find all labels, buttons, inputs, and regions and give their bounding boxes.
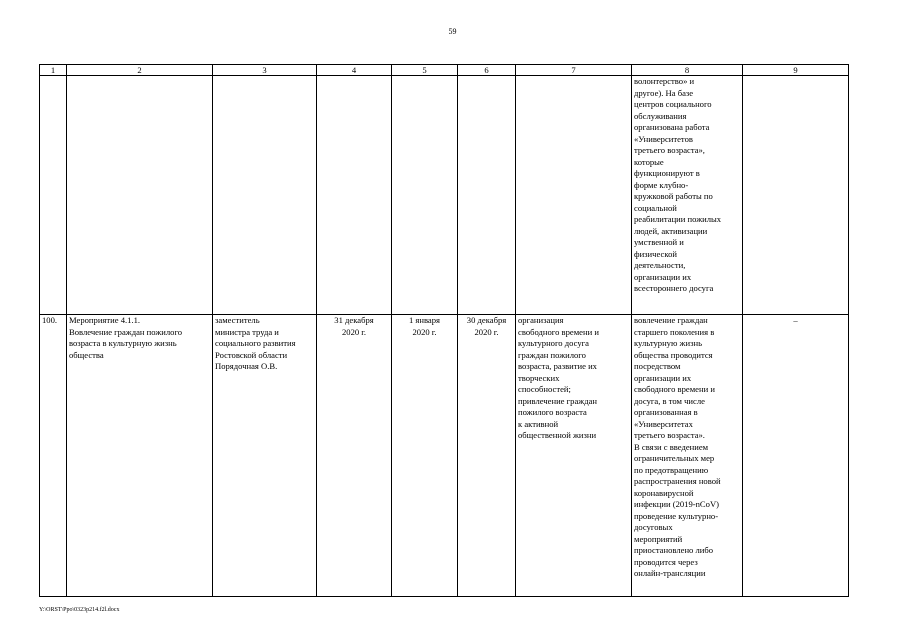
text-line: организации их bbox=[634, 271, 692, 282]
text-line: привлечение граждан bbox=[518, 395, 597, 406]
text-line: 2020 г. bbox=[474, 326, 499, 337]
text-line: свободного времени и bbox=[634, 384, 715, 394]
text-line: реабилитации пожилых bbox=[634, 214, 722, 224]
text-line: волонтерство» и bbox=[634, 76, 695, 86]
text-line: культурную жизнь bbox=[634, 338, 703, 348]
text-line: социальной bbox=[634, 202, 677, 213]
header-col-4: 4 bbox=[317, 65, 392, 76]
header-col-2: 2 bbox=[67, 65, 213, 76]
expected-result-cell bbox=[516, 315, 632, 597]
text-line: «Университетов bbox=[634, 133, 693, 144]
continued-row bbox=[40, 76, 849, 315]
cont-cell-5 bbox=[392, 76, 458, 315]
cont-cell-7 bbox=[516, 76, 632, 315]
text-line: «Университетах bbox=[634, 418, 693, 429]
header-col-6: 6 bbox=[458, 65, 516, 76]
page-number: 59 bbox=[448, 27, 457, 36]
text-line: 2020 г. bbox=[341, 326, 367, 337]
text-line: посредством bbox=[634, 361, 681, 371]
text-line: коронавирусной bbox=[634, 487, 694, 498]
table-header-row bbox=[40, 65, 849, 76]
header-col-7: 7 bbox=[516, 65, 632, 76]
text-line: кружковой работы по bbox=[634, 191, 713, 201]
text-line: функционируют в bbox=[634, 168, 700, 178]
text-line: творческих bbox=[518, 372, 560, 383]
cont-cell-1 bbox=[40, 76, 67, 315]
row-number: 100. bbox=[40, 315, 67, 597]
text-line: распространения новой bbox=[634, 476, 721, 486]
text-line: организации их bbox=[634, 372, 692, 383]
cont-cell-3 bbox=[213, 76, 317, 315]
text-line: возраста в культурную жизнь bbox=[69, 338, 177, 348]
text-line: Мероприятие 4.1.1. bbox=[69, 315, 141, 325]
text-line: онлайн-трансляции bbox=[634, 568, 706, 578]
text-line: Вовлечение граждан пожилого bbox=[69, 326, 183, 337]
cont-cell-9 bbox=[743, 76, 849, 315]
text-line: проводится через bbox=[634, 556, 698, 567]
planned-date-cell bbox=[317, 315, 392, 597]
cont-cell-2 bbox=[67, 76, 213, 315]
end-date-cell bbox=[458, 315, 516, 597]
header-col-9: 9 bbox=[743, 65, 849, 76]
text-line: пожилого возраста bbox=[518, 407, 587, 417]
text-line: общественной жизни bbox=[518, 430, 597, 440]
cont-result-cell bbox=[632, 76, 743, 315]
text-line: свободного времени и bbox=[518, 326, 599, 337]
file-path-footer: Y:\ORST\Ppo\0323p214.f2l.docx bbox=[39, 607, 120, 613]
text-line: досуга, в том числе bbox=[634, 395, 705, 406]
text-line: другое). На базе bbox=[634, 87, 694, 98]
text-line: обслуживания bbox=[634, 110, 687, 121]
text-line: организована работа bbox=[634, 122, 710, 132]
text-line: инфекции (2019-nCoV) bbox=[634, 499, 720, 509]
cont-cell-4 bbox=[317, 76, 392, 315]
text-line: досуговых bbox=[634, 522, 673, 532]
text-line: граждан пожилого bbox=[518, 349, 586, 360]
header-col-8: 8 bbox=[632, 65, 743, 76]
header-col-5: 5 bbox=[392, 65, 458, 76]
text-line: ограничительных мер bbox=[634, 453, 715, 463]
header-col-3: 3 bbox=[213, 65, 317, 76]
text-line: Порядочная О.В. bbox=[215, 361, 278, 371]
text-line: 31 декабря bbox=[334, 315, 374, 325]
notes-cell: – bbox=[743, 315, 849, 597]
text-line: министра труда и bbox=[215, 326, 279, 337]
text-line: деятельности, bbox=[634, 260, 686, 270]
text-line: умственной и bbox=[634, 237, 684, 247]
text-line: общества проводится bbox=[634, 349, 713, 360]
text-line: организация bbox=[518, 315, 564, 325]
text-line: физической bbox=[634, 248, 677, 259]
text-line: возраста, развитие их bbox=[518, 361, 597, 371]
measure-name-cell bbox=[67, 315, 213, 597]
text-line: Ростовской области bbox=[215, 349, 288, 360]
text-line: организованная в bbox=[634, 407, 698, 417]
text-line: форме клубно- bbox=[634, 179, 689, 190]
text-line: вовлечение граждан bbox=[634, 315, 708, 325]
header-col-1: 1 bbox=[40, 65, 67, 76]
text-line: общества bbox=[69, 349, 104, 360]
responsible-cell bbox=[213, 315, 317, 597]
text-line: В связи с введением bbox=[634, 441, 709, 452]
text-line: 1 января bbox=[408, 315, 440, 325]
text-line: третьего возраста», bbox=[634, 145, 705, 155]
cont-cell-6 bbox=[458, 76, 516, 315]
text-line: людей, активизации bbox=[634, 225, 708, 236]
text-line: заместитель bbox=[215, 315, 260, 325]
text-line: старшего поколения в bbox=[634, 326, 715, 337]
text-line: проведение культурно- bbox=[634, 510, 719, 521]
text-line: третьего возраста». bbox=[634, 430, 705, 440]
text-line: 30 декабря bbox=[466, 315, 507, 325]
text-line: всестороннего досуга bbox=[634, 283, 714, 293]
text-line: приостановлено либо bbox=[634, 545, 714, 555]
text-line: культурного досуга bbox=[518, 338, 589, 348]
text-line: способностей; bbox=[518, 384, 571, 394]
table-row-100 bbox=[40, 315, 849, 597]
text-line: к активной bbox=[518, 418, 559, 429]
text-line: центров социального bbox=[634, 99, 712, 109]
start-date-cell bbox=[392, 315, 458, 597]
actual-result-cell bbox=[632, 315, 743, 597]
text-line: мероприятий bbox=[634, 533, 683, 544]
text-line: которые bbox=[634, 156, 664, 167]
measures-table bbox=[39, 64, 849, 597]
text-line: по предотвращению bbox=[634, 464, 709, 475]
text-line: социального развития bbox=[215, 338, 296, 348]
text-line: 2020 г. bbox=[412, 326, 437, 337]
